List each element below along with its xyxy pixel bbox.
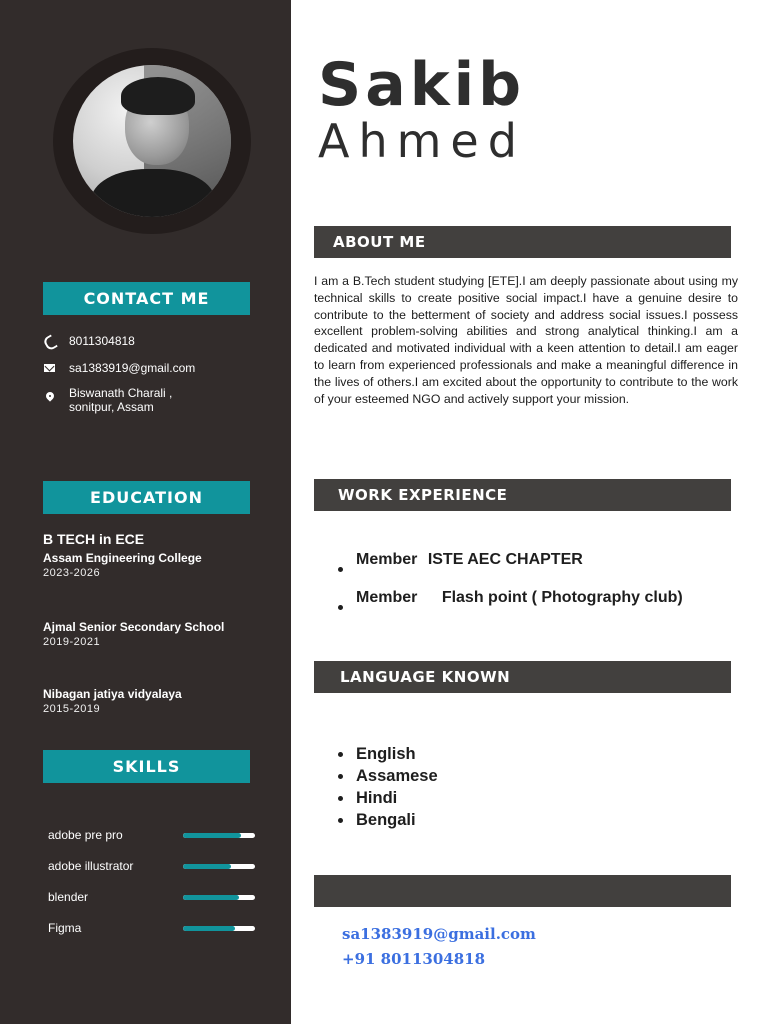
education-heading: EDUCATION [43,481,250,514]
list-item [338,588,683,626]
list-item [338,550,683,588]
education-entry [43,531,202,581]
education-years: 2019-2021 [43,636,101,648]
education-entry [43,687,182,717]
education-years: 2015-2019 [43,703,101,715]
skill-bar [183,833,255,838]
work-heading: WORK EXPERIENCE [314,479,731,511]
skill-name: adobe illustrator [48,859,134,873]
list-item: English [338,743,438,765]
contact-email[interactable]: sa1383919@gmail.com [69,361,196,375]
skill-bar [183,895,255,900]
work-role: Member [356,551,418,568]
list-item: Hindi [338,787,438,809]
address-line-1: Biswanath Charali , [69,386,173,400]
sidebar [0,0,291,1024]
language-list [338,743,438,831]
about-text: I am a B.Tech student studying [ETE].I am deeply passionate about using my technical skills to create positive social impact.I have a genuine desire to contribute to the betterment of society and address social issues.I possess excellent problem-solving abilities and strong analytical thinking.I am a dedicated and motivated individual with a keen attention to detail.I am eager to learn from experienced professionals and make a meaningful difference in the lives of others.I am excited about the opportunity to contribute to the work of your esteemed NGO and actively support your mission. [314,274,738,406]
name-first: Sakib [318,50,526,120]
education-school: Nibagan jatiya vidyalaya [43,687,182,701]
skill-bar-fill [183,833,241,838]
language-heading: LANGUAGE KNOWN [314,661,731,693]
list-item: Assamese [338,765,438,787]
name-last: Ahmed [318,114,526,168]
skill-bar-fill [183,926,235,931]
mail-icon [44,362,56,374]
location-pin-icon [44,392,56,404]
work-org: Flash point ( Photography club) [441,589,683,606]
footer-bar [314,875,731,907]
skill-bar-fill [183,864,231,869]
contact-address-row [44,386,172,414]
education-degree: B TECH in ECE [43,531,145,547]
skill-bar-fill [183,895,239,900]
contact-phone-row [44,334,135,348]
education-entry [43,620,224,650]
skill-name: adobe pre pro [48,828,123,842]
education-school: Assam Engineering College [43,551,202,565]
education-school: Ajmal Senior Secondary School [43,620,225,634]
work-org: ISTE AEC CHAPTER [427,551,583,568]
contact-phone[interactable]: 8011304818 [69,334,135,348]
footer-email-link[interactable]: sa1383919@gmail.com [342,925,536,943]
education-years: 2023-2026 [43,567,101,579]
skill-row [48,921,258,937]
address-line-2: sonitpur, Assam [69,400,154,414]
skill-name: Figma [48,921,82,935]
profile-photo-frame [53,48,251,234]
profile-photo [73,65,231,217]
list-item: Bengali [338,809,438,831]
skill-bar [183,926,255,931]
footer-phone-link[interactable]: +91 8011304818 [342,950,486,968]
phone-icon [44,335,56,347]
about-heading: ABOUT ME [314,226,731,258]
skill-row [48,859,258,875]
contact-address [69,386,172,414]
skill-row [48,828,258,844]
skill-bar [183,864,255,869]
work-list [338,550,683,626]
skill-name: blender [48,890,89,904]
skills-heading: SKILLS [43,750,250,783]
skill-row [48,890,258,906]
contact-heading: CONTACT ME [43,282,250,315]
contact-email-row [44,361,195,375]
work-role: Member [356,589,418,606]
